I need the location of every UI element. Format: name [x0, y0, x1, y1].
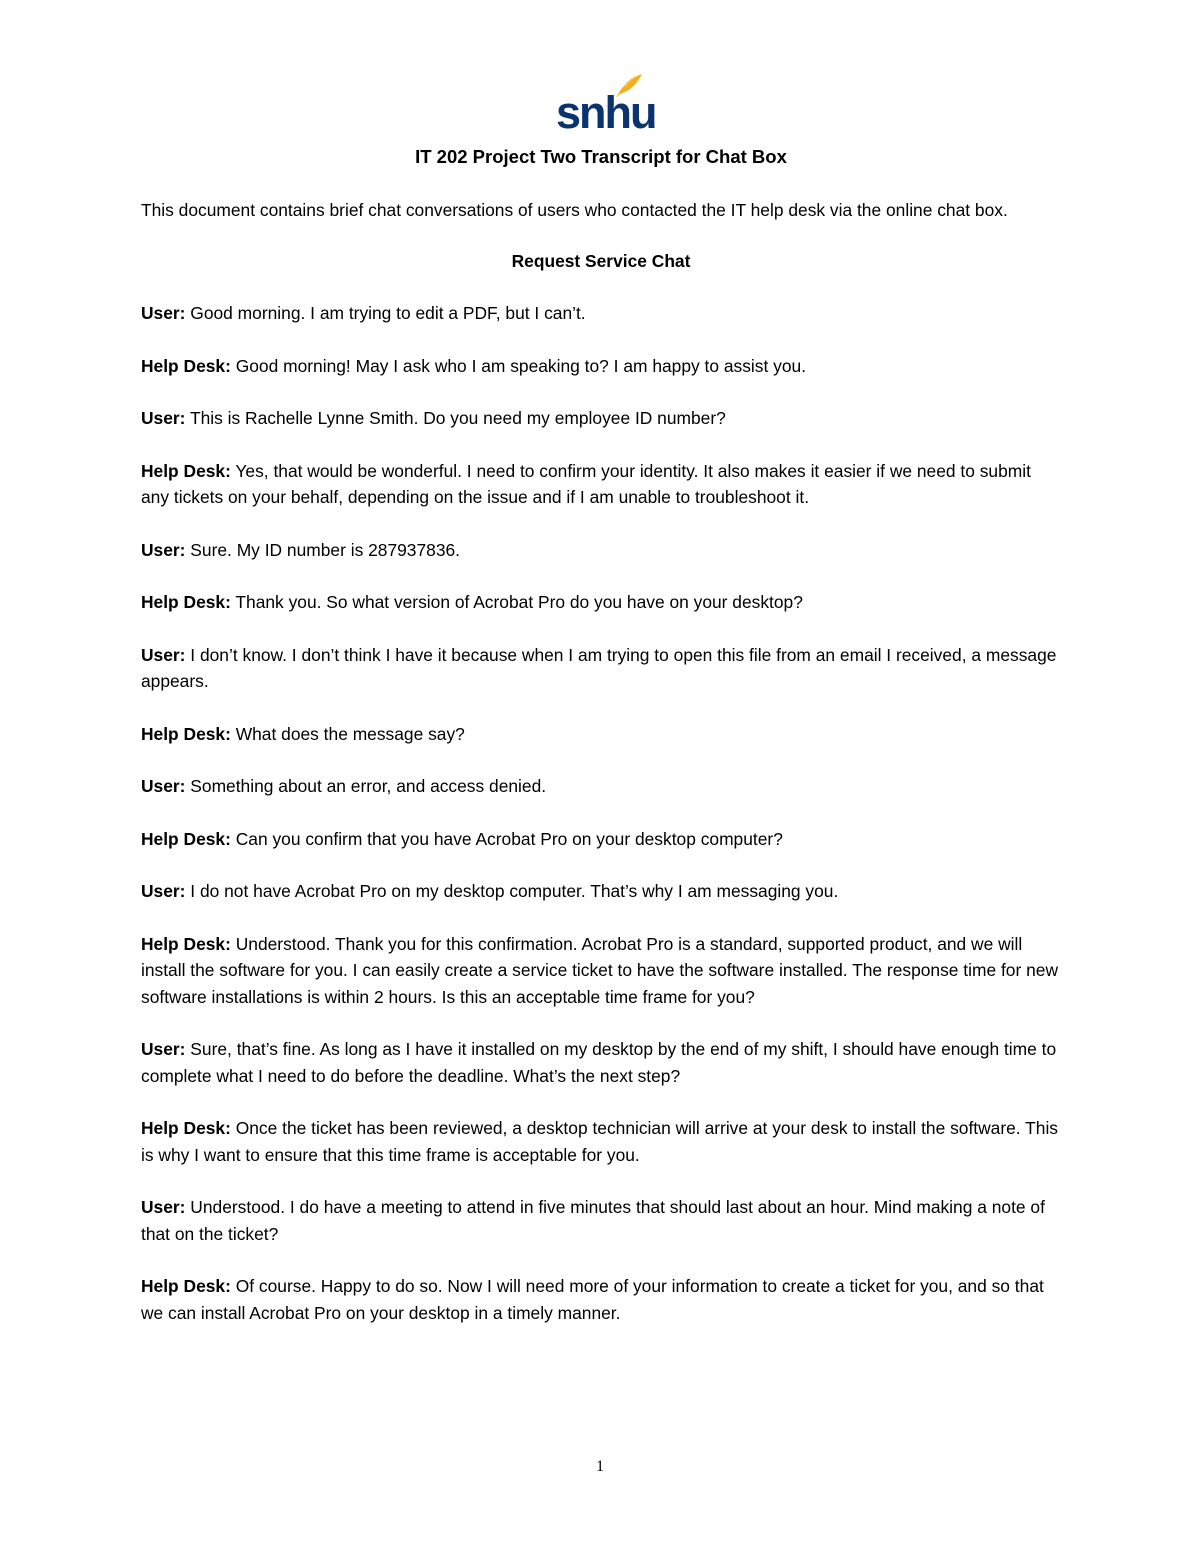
chat-message	[141, 537, 1061, 564]
logo-wordmark: snhu	[556, 87, 656, 138]
chat-text: Understood. Thank you for this confirmation. Acrobat Pro is a standard, supported product, and we will install the software for you. I can easily create a service ticket to have the software installed. The response time for new software installations is within 2 hours. Is this an acceptable time frame for you?	[141, 933, 1058, 1007]
chat-text: Sure, that’s fine. As long as I have it installed on my desktop by the end of my shift, I should have enough time to complete what I need to do before the deadline. What’s the next step?	[141, 1039, 1057, 1086]
chat-speaker: Help Desk:	[141, 933, 231, 954]
chat-speaker: User:	[141, 408, 186, 428]
chat-speaker: User:	[141, 644, 186, 665]
chat-speaker: Help Desk:	[141, 460, 231, 481]
section-title: Request Service Chat	[511, 250, 691, 271]
chat-transcript	[141, 300, 1061, 1326]
chat-text: Thank you. So what version of Acrobat Pro do you have on your desktop?	[230, 592, 803, 612]
chat-speaker: User:	[141, 1039, 186, 1059]
chat-speaker: Help Desk:	[141, 592, 231, 612]
chat-message	[141, 1273, 1061, 1326]
document-body	[141, 140, 1061, 1326]
page-number: 1	[596, 1458, 604, 1475]
chat-text: This is Rachelle Lynne Smith. Do you need my employee ID number?	[185, 408, 726, 428]
chat-message	[141, 405, 1061, 432]
chat-message	[141, 1115, 1061, 1168]
chat-message	[141, 353, 1061, 380]
chat-message	[141, 1194, 1061, 1247]
chat-text: Can you confirm that you have Acrobat Pro on your desktop computer?	[230, 828, 783, 849]
chat-text: Good morning. I am trying to edit a PDF, but I can’t.	[185, 303, 586, 323]
chat-speaker: User:	[141, 776, 186, 796]
chat-speaker: Help Desk:	[141, 828, 231, 849]
chat-message	[141, 1036, 1061, 1089]
leaf-icon	[614, 72, 644, 100]
chat-speaker: Help Desk:	[141, 355, 231, 376]
chat-text: Good morning! May I ask who I am speaking to? I am happy to assist you.	[230, 355, 807, 376]
chat-message	[141, 826, 1061, 853]
chat-speaker: User:	[141, 303, 186, 323]
chat-speaker: User:	[141, 881, 186, 901]
chat-text: Understood. I do have a meeting to attend in five minutes that should last about an hour. Mind making a note of that on the ticket?	[141, 1197, 1045, 1244]
chat-message	[141, 458, 1061, 511]
intro-paragraph: This document contains brief chat conversations of users who contacted the IT help desk via the online chat box.	[141, 200, 1008, 220]
chat-text: What does the message say?	[230, 723, 465, 744]
chat-message	[141, 642, 1061, 695]
chat-message	[141, 300, 1061, 327]
chat-text: I don’t know. I don’t think I have it because when I am trying to open this file from an email I received, a message appears.	[141, 644, 1057, 691]
chat-speaker: Help Desk:	[141, 723, 231, 744]
chat-message	[141, 931, 1061, 1011]
snhu-logo	[556, 72, 656, 138]
chat-text: Sure. My ID number is 287937836.	[185, 539, 460, 560]
chat-speaker: Help Desk:	[141, 1118, 231, 1138]
chat-text: Once the ticket has been reviewed, a desktop technician will arrive at your desk to install the software. This is why I want to ensure that this time frame is acceptable for you.	[141, 1118, 1059, 1165]
chat-speaker: Help Desk:	[141, 1276, 231, 1296]
chat-speaker: User:	[141, 1197, 186, 1217]
chat-message	[141, 878, 1061, 905]
chat-text: Of course. Happy to do so. Now I will need more of your information to create a ticket for you, and so that we can install Acrobat Pro on your desktop in a timely manner.	[141, 1276, 1044, 1323]
chat-text: Yes, that would be wonderful. I need to confirm your identity. It also makes it easier if we need to submit any tickets on your behalf, depending on the issue and if I am unable to troubleshoot it.	[141, 460, 1031, 507]
chat-message	[141, 773, 1061, 800]
chat-message	[141, 721, 1061, 748]
chat-message	[141, 589, 1061, 616]
chat-text: I do not have Acrobat Pro on my desktop computer. That’s why I am messaging you.	[185, 881, 839, 901]
chat-speaker: User:	[141, 539, 186, 560]
chat-text: Something about an error, and access denied.	[185, 776, 547, 796]
document-title: IT 202 Project Two Transcript for Chat Box	[415, 146, 787, 167]
